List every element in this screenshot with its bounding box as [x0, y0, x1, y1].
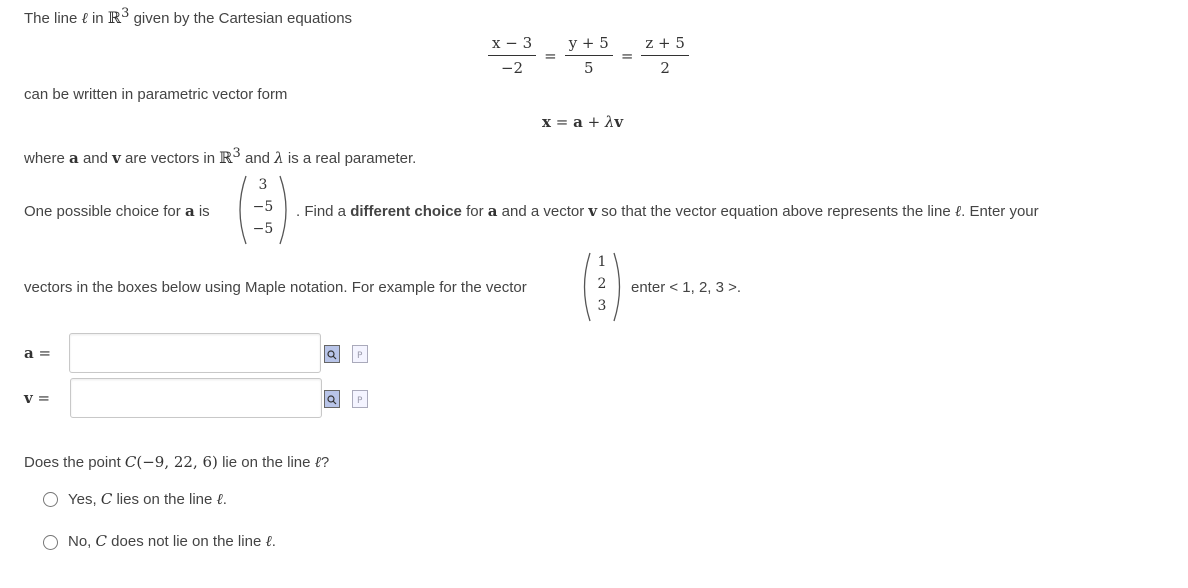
intro-after: given by the Cartesian equations: [133, 10, 353, 27]
choice-text-left: One possible choice for a is: [24, 202, 210, 220]
choice-text-right: . Find a different choice for a and a vector v so that the vector equation above represents the line ℓ. Enter your: [296, 202, 1039, 220]
intro-before: The line: [24, 10, 78, 27]
preview-icon[interactable]: [324, 390, 340, 408]
fraction-x: $\frac{x - 3}{-2}$: [488, 34, 536, 77]
maple-help-icon[interactable]: [352, 345, 368, 363]
where-text: where a and v are vectors in ℝ$^3$ and λ is a real parameter.: [24, 146, 417, 167]
svg-text:P: P: [357, 351, 363, 361]
ell-symbol: ℓ: [81, 9, 88, 27]
maple-help-icon[interactable]: [352, 390, 368, 408]
intro-in: in: [91, 10, 104, 27]
v-label: v =: [24, 389, 51, 407]
cartesian-equations: [488, 34, 689, 77]
point-question: Does the point C(−9, 22, 6) lie on the line ℓ?: [24, 453, 330, 471]
option-no-label[interactable]: No, C does not lie on the line ℓ.: [68, 532, 276, 550]
fraction-y: $\frac{y + 5}{5}$: [565, 34, 613, 77]
svg-text:P: P: [357, 396, 363, 406]
equals-sign: =: [544, 46, 557, 65]
radio-yes[interactable]: [43, 492, 58, 507]
fraction-z: $\frac{z + 5}{2}$: [641, 34, 689, 77]
preview-icon[interactable]: [324, 345, 340, 363]
v-input[interactable]: [70, 378, 322, 418]
equals-sign: =: [620, 46, 634, 65]
vector-entries: 3 −5 −5: [252, 177, 274, 237]
a-input[interactable]: [69, 333, 321, 373]
param-text: can be written in parametric vector form: [24, 86, 288, 103]
option-yes-label[interactable]: Yes, C lies on the line ℓ.: [68, 490, 227, 508]
example-text-right: enter < 1, 2, 3 >.: [631, 279, 742, 296]
vector-entries: 1 2 3: [597, 254, 607, 314]
radio-no[interactable]: [43, 535, 58, 550]
a-label: a =: [24, 344, 52, 362]
exponent: 3: [121, 6, 130, 21]
parametric-equation: x = a + λv: [542, 113, 624, 131]
intro-text: [24, 6, 352, 28]
reals-symbol: ℝ: [107, 8, 122, 27]
example-text-left: vectors in the boxes below using Maple notation. For example for the vector: [24, 279, 527, 296]
